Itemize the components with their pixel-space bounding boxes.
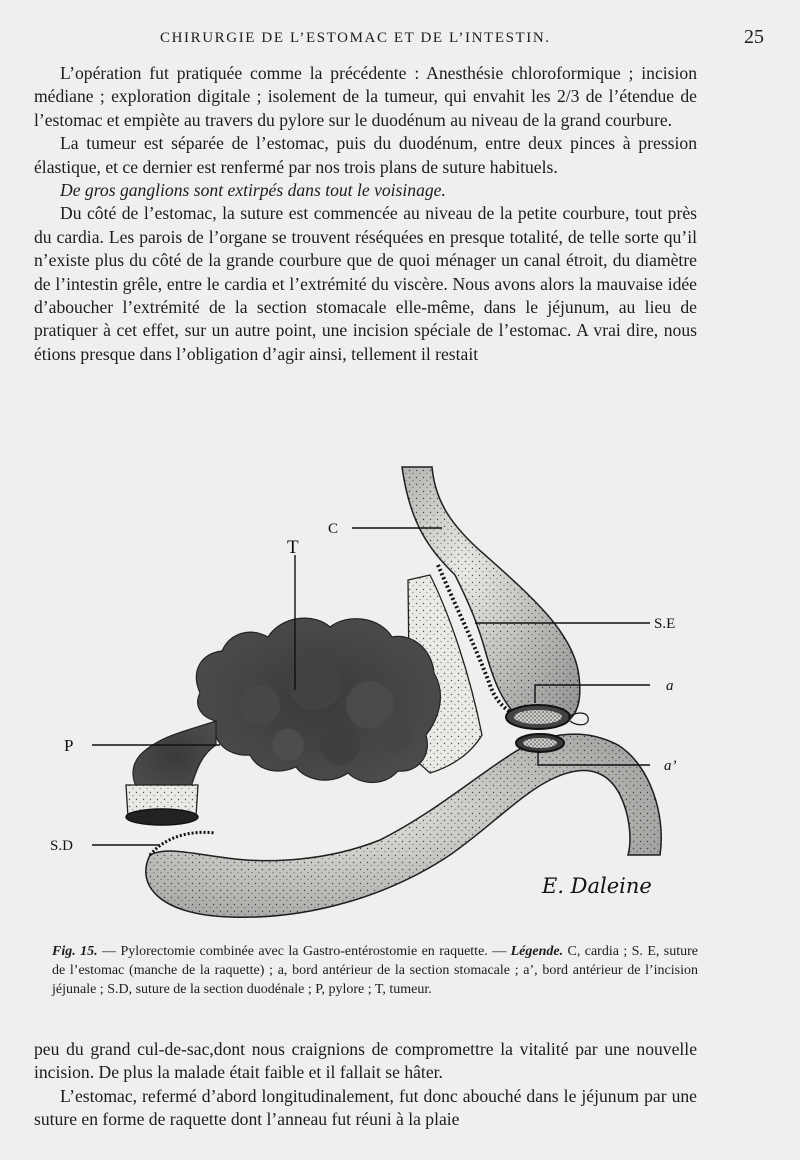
paragraph: peu du grand cul-de-sac,dont nous craignions de compromettre la vitalité par une nouvelle incision. De plus la malade était faible et il fallait se hâter. (34, 1039, 697, 1083)
label-a: a (666, 678, 674, 694)
figure-drawing (30, 455, 770, 935)
label-se: S.E (654, 616, 676, 632)
figure-caption (52, 942, 698, 999)
caption-legend-text: C, cardia ; S. E, suture de l’estomac (manche de la raquette) ; a, bord antérieur de la section stomacale ; a’, bord antérieur de l’incision jéjunale ; S.D, suture de la section duodénale ; P, pylore ; T, tumeur. (52, 944, 698, 997)
paragraph: De gros ganglions sont extirpés dans tout le voisinage. (60, 180, 446, 201)
label-t: T (287, 537, 299, 558)
caption-legend-label: Légende. (510, 944, 564, 959)
page-header (34, 26, 766, 54)
caption-fig-number: Fig. 15. (52, 944, 98, 959)
running-title: CHIRURGIE DE L’ESTOMAC ET DE L’INTESTIN. (160, 30, 551, 46)
body-text-top (34, 62, 697, 366)
body-text-bottom (34, 1038, 697, 1132)
label-c: C (328, 521, 339, 537)
caption-title: Pylorectomie combinée avec la Gastro-entérostomie en raquette. (120, 944, 488, 959)
pylorus-end (126, 785, 198, 825)
label-sd: S.D (50, 838, 73, 854)
caption-dash: — (102, 944, 117, 959)
page-number: 25 (744, 26, 764, 48)
tumor-mass (133, 575, 482, 790)
paragraph: Du côté de l’estomac, la suture est commencée au niveau de la petite courbure, tout près du cardia. Les parois de l’organe se trouvent réséquées en presque totalité, de telle sorte qu’il n’existe plus du côté de la grande courbure que de quoi ménager un canal étroit, du diamètre de l’intestin grêle, entre le cardia et l’extrémité du viscère. Nous avons alors la mauvaise idée d’aboucher l’extrémité de la section stomacale elle-même, dans le jéjunum, au lieu de pratiquer à cet effet, sur un autre point, une incision spéciale de l’estomac. A vrai dire, nous étions presque dans l’obligation d’agir ainsi, tellement il restait (34, 203, 697, 364)
paragraph: L’estomac, refermé d’abord longitudinalement, fut donc abouché dans le jéjunum par une suture en forme de raquette dont l’anneau fut réuni à la plaie (34, 1085, 697, 1130)
caption-dash: — (492, 944, 507, 959)
label-p: P (64, 736, 74, 755)
label-a-prime: a’ (664, 758, 677, 774)
anatomical-illustration (30, 455, 770, 935)
paragraph: La tumeur est séparée de l’estomac, puis du duodénum, entre deux pinces à pression élastique, et ce dernier est renfermé par nos trois plans de suture habituels. (34, 133, 697, 177)
illustrator-signature: E. Daleine (542, 874, 652, 898)
paragraph: L’opération fut pratiquée comme la précédente : Anesthésie chloroformique ; incision médiane ; exploration digitale ; isolement de la tumeur, qui envahit les 2/3 de l’étendue de l’estomac et empiète au travers du pylore sur le duodénum au niveau de la grand courbure. (34, 63, 697, 130)
